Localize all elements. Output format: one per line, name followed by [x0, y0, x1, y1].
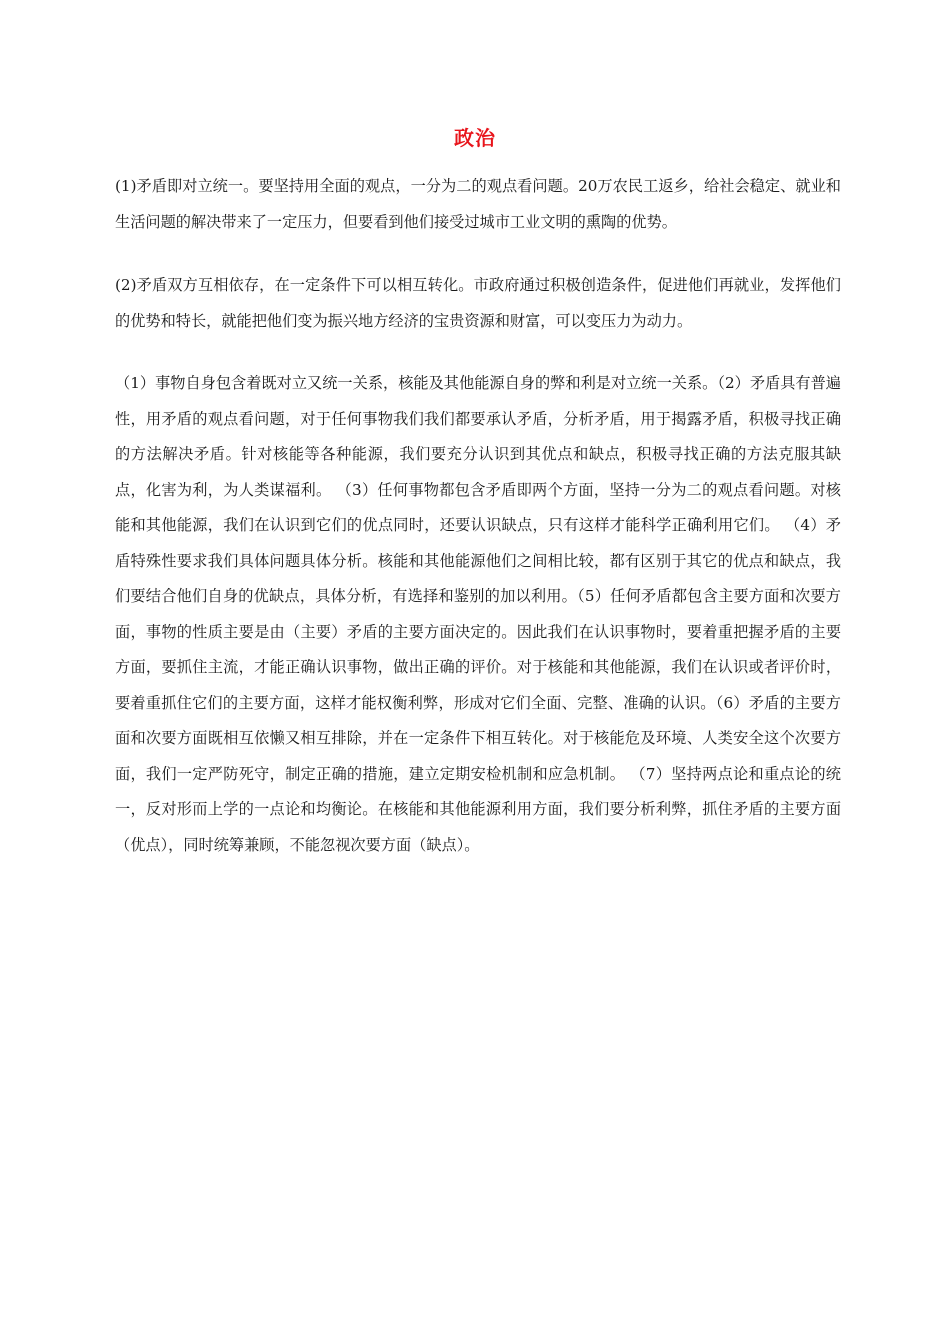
paragraph-1: (1)矛盾即对立统一。要坚持用全面的观点，一分为二的观点看问题。20万农民工返乡，给社会稳定、就业和生活问题的解决带来了一定压力，但要看到他们接受过城市工业文明的熏陶的优势。 [115, 177, 841, 231]
page-title: 政治 [454, 126, 496, 150]
paragraph-2: (2)矛盾双方互相依存，在一定条件下可以相互转化。市政府通过积极创造条件，促进他们再就业，发挥他们的优势和特长，就能把他们变为振兴地方经济的宝贵资源和财富，可以变压力为动力。 [115, 276, 841, 330]
paragraph-3: （1）事物自身包含着既对立又统一关系，核能及其他能源自身的弊和利是对立统一关系。（2）矛盾具有普遍性，用矛盾的观点看问题，对于任何事物我们我们都要承认矛盾，分析矛盾，用于揭露矛盾，积极寻找正确的方法解决矛盾。针对核能等各种能源，我们要充分认识到其优点和缺点，积极寻找正确的方法克服其缺点，化害为利，为人类谋福利。 （3）任何事物都包含矛盾即两个方面，坚持一分为二的观点看问题。对核能和其他能源，我们在认识到它们的优点同时，还要认识缺点，只有这样才能科学正确利用它们。 （4）矛盾特殊性要求我们具体问题具体分析。核能和其他能源他们之间相比较，都有区别于其它的优点和缺点，我们要结合他们自身的优缺点，具体分析，有选择和鉴别的加以利用。（5）任何矛盾都包含主要方面和次要方面，事物的性质主要是由（主要）矛盾的主要方面决定的。因此我们在认识事物时，要着重把握矛盾的主要方面，要抓住主流，才能正确认识事物，做出正确的评价。对于核能和其他能源，我们在认识或者评价时，要着重抓住它们的主要方面，这样才能权衡利弊，形成对它们全面、完整、准确的认识。（6）矛盾的主要方面和次要方面既相互依懒又相互排除，并在一定条件下相互转化。对于核能危及环境、人类安全这个次要方面，我们一定严防死守，制定正确的措施，建立定期安检机制和应急机制。 （7）坚持两点论和重点论的统一，反对形而上学的一点论和均衡论。在核能和其他能源利用方面，我们要分析利弊，抓住矛盾的主要方面（优点），同时统筹兼顾，不能忽视次要方面（缺点）。 [115, 374, 841, 854]
